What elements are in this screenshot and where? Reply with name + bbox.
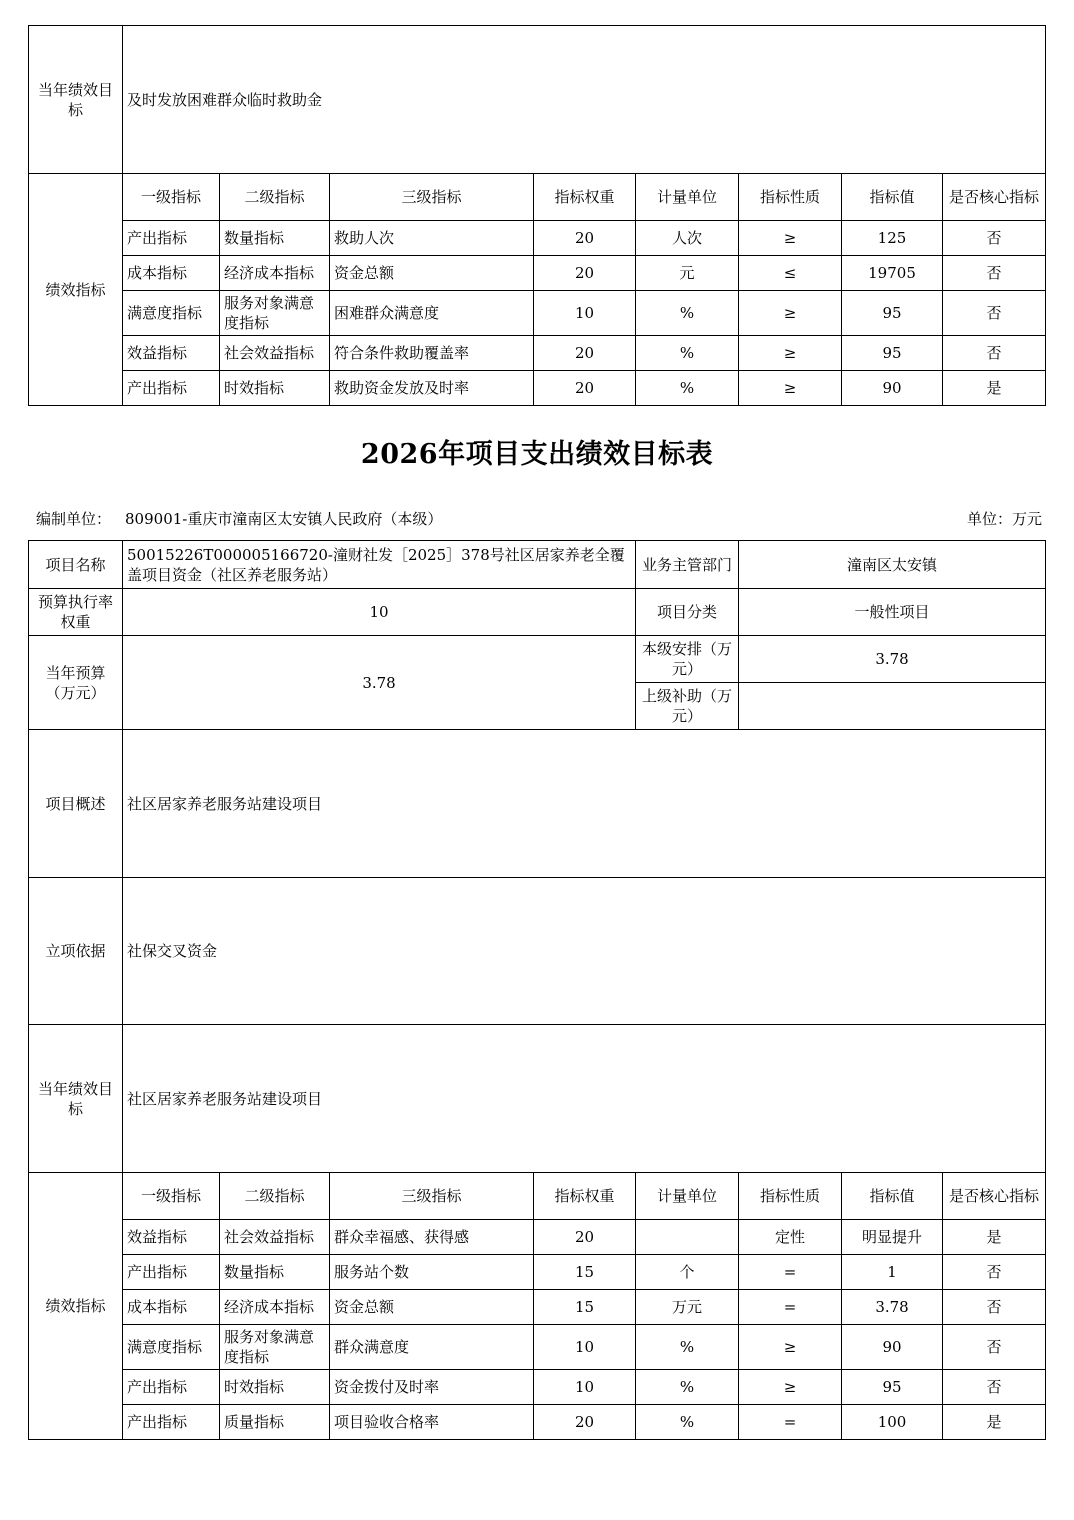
header-cell: 指标权重 [534,174,636,221]
unit-value: 809001-重庆市潼南区太安镇人民政府（本级） [125,510,443,528]
cell: 20 [534,336,636,371]
cell: = [739,1290,842,1325]
currency-unit: 单位：万元 [966,510,1042,528]
header-cell: 一级指标 [123,174,220,221]
cell: 困难群众满意度 [330,291,534,336]
cell: 社会效益指标 [220,1220,330,1255]
cell: 时效指标 [220,371,330,406]
cell: 是 [943,1405,1046,1440]
table-row [29,291,1046,336]
cell: 否 [943,291,1046,336]
cell: ≥ [739,221,842,256]
cell: 质量指标 [220,1405,330,1440]
cell: 资金拨付及时率 [330,1370,534,1405]
category-label: 项目分类 [636,589,739,636]
cell: 否 [943,1255,1046,1290]
cell: 产出指标 [123,371,220,406]
table-row [29,1290,1046,1325]
table-row [29,221,1046,256]
header-cell: 计量单位 [636,1173,739,1220]
cell: 20 [534,256,636,291]
basis-label: 立项依据 [29,878,123,1025]
cell: 万元 [636,1290,739,1325]
cell: 成本指标 [123,256,220,291]
header-cell: 三级指标 [330,174,534,221]
cell: 服务站个数 [330,1255,534,1290]
cell: ≥ [739,1325,842,1370]
project-performance-table [28,540,1046,1440]
cell: 15 [534,1290,636,1325]
table-row [29,1405,1046,1440]
cell: 否 [943,1370,1046,1405]
local-value: 3.78 [739,636,1046,683]
cell: 10 [534,291,636,336]
goal-label: 当年绩效目标 [29,26,123,174]
header-cell: 是否核心指标 [943,1173,1046,1220]
dept-label: 业务主管部门 [636,541,739,589]
cell: 否 [943,1290,1046,1325]
cell: 产出指标 [123,1370,220,1405]
top-performance-table [28,25,1046,406]
cell: 产出指标 [123,1255,220,1290]
cell: 经济成本指标 [220,256,330,291]
budget-weight-label: 预算执行率权重 [29,589,123,636]
project-name-value: 50015226T000005166720-潼财社发［2025］378号社区居家养老全覆盖项目资金（社区养老服务站） [123,541,636,589]
cell: ≥ [739,291,842,336]
cell: ≥ [739,371,842,406]
cell: 群众满意度 [330,1325,534,1370]
cell: = [739,1405,842,1440]
cell: 20 [534,221,636,256]
indicators-label: 绩效指标 [29,1173,123,1440]
local-label: 本级安排（万元） [636,636,739,683]
cell: % [636,1370,739,1405]
table-row [29,1220,1046,1255]
overview-label: 项目概述 [29,730,123,878]
dept-value: 潼南区太安镇 [739,541,1046,589]
project-name-label: 项目名称 [29,541,123,589]
cell: 10 [534,1370,636,1405]
header-cell: 指标值 [842,174,943,221]
cell: 1 [842,1255,943,1290]
cell: 数量指标 [220,221,330,256]
table-row [29,1370,1046,1405]
cell: 救助人次 [330,221,534,256]
cell: 资金总额 [330,256,534,291]
cell: 人次 [636,221,739,256]
unit-line [36,508,442,529]
cell: 95 [842,336,943,371]
budget-value: 3.78 [123,636,636,730]
cell: % [636,371,739,406]
header-cell: 计量单位 [636,174,739,221]
cell: = [739,1255,842,1290]
cell: 125 [842,221,943,256]
cell: 效益指标 [123,1220,220,1255]
cell: 明显提升 [842,1220,943,1255]
goal-label: 当年绩效目标 [29,1025,123,1173]
header-cell: 二级指标 [220,1173,330,1220]
cell: % [636,1325,739,1370]
cell: 资金总额 [330,1290,534,1325]
cell: 3.78 [842,1290,943,1325]
goal-text: 及时发放困难群众临时救助金 [123,26,1046,174]
cell: 个 [636,1255,739,1290]
cell: 90 [842,371,943,406]
cell: 元 [636,256,739,291]
header-cell: 是否核心指标 [943,174,1046,221]
indicators-label: 绩效指标 [29,174,123,406]
cell: 20 [534,1405,636,1440]
cell: 15 [534,1255,636,1290]
budget-label: 当年预算（万元） [29,636,123,730]
header-cell: 指标值 [842,1173,943,1220]
cell: 服务对象满意度指标 [220,291,330,336]
cell: 服务对象满意度指标 [220,1325,330,1370]
cell: 产出指标 [123,221,220,256]
table-row [29,336,1046,371]
cell: 满意度指标 [123,291,220,336]
upper-value [739,683,1046,730]
cell: 否 [943,221,1046,256]
cell: % [636,291,739,336]
overview-text: 社区居家养老服务站建设项目 [123,730,1046,878]
header-cell: 指标性质 [739,1173,842,1220]
cell: 20 [534,1220,636,1255]
cell: ≥ [739,336,842,371]
cell: 救助资金发放及时率 [330,371,534,406]
cell: 数量指标 [220,1255,330,1290]
cell [636,1220,739,1255]
header-cell: 一级指标 [123,1173,220,1220]
goal-text: 社区居家养老服务站建设项目 [123,1025,1046,1173]
table-row [29,1325,1046,1370]
cell: 是 [943,371,1046,406]
header-cell: 二级指标 [220,174,330,221]
header-cell: 指标权重 [534,1173,636,1220]
cell: 否 [943,336,1046,371]
cell: 90 [842,1325,943,1370]
cell: 时效指标 [220,1370,330,1405]
category-value: 一般性项目 [739,589,1046,636]
table-row [29,1255,1046,1290]
cell: % [636,1405,739,1440]
cell: 满意度指标 [123,1325,220,1370]
cell: ≥ [739,1370,842,1405]
basis-text: 社保交叉资金 [123,878,1046,1025]
cell: 项目验收合格率 [330,1405,534,1440]
cell: 群众幸福感、获得感 [330,1220,534,1255]
cell: 效益指标 [123,336,220,371]
cell: 10 [534,1325,636,1370]
cell: 否 [943,1325,1046,1370]
document-title: 2026年项目支出绩效目标表 [360,439,714,470]
upper-label: 上级补助（万元） [636,683,739,730]
cell: 成本指标 [123,1290,220,1325]
cell: 95 [842,1370,943,1405]
cell: 95 [842,291,943,336]
unit-label: 编制单位： [36,510,112,528]
budget-weight-value: 10 [123,589,636,636]
table-row [29,371,1046,406]
header-cell: 三级指标 [330,1173,534,1220]
cell: 100 [842,1405,943,1440]
cell: % [636,336,739,371]
cell: 定性 [739,1220,842,1255]
cell: 经济成本指标 [220,1290,330,1325]
table-row [29,256,1046,291]
cell: 19705 [842,256,943,291]
cell: 社会效益指标 [220,336,330,371]
cell: 是 [943,1220,1046,1255]
cell: 否 [943,256,1046,291]
cell: ≤ [739,256,842,291]
cell: 符合条件救助覆盖率 [330,336,534,371]
cell: 20 [534,371,636,406]
cell: 产出指标 [123,1405,220,1440]
header-cell: 指标性质 [739,174,842,221]
